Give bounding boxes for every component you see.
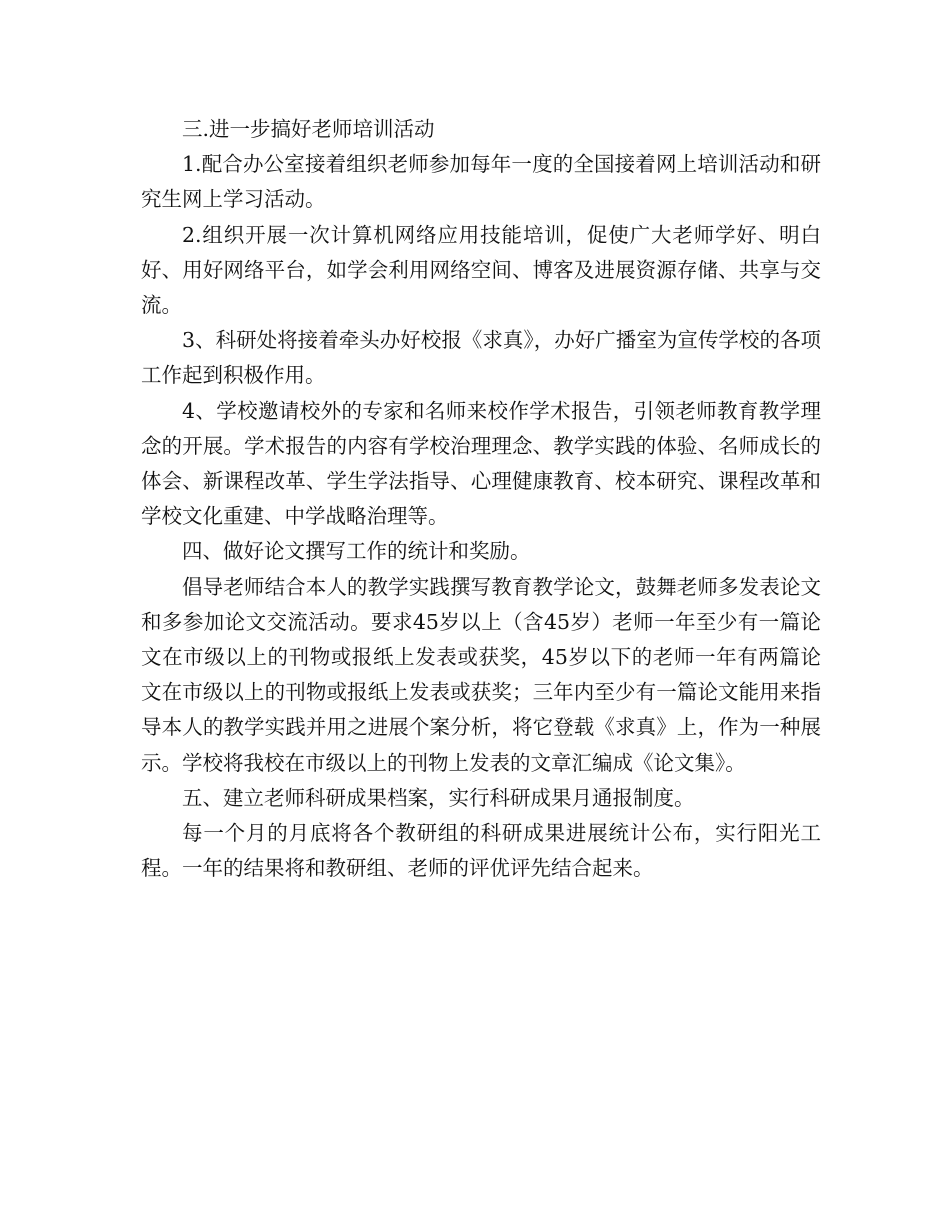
section-heading-research-archive: 五、建立老师科研成果档案，实行科研成果月通报制度。 — [182, 785, 695, 810]
paragraph-item-4: 4、学校邀请校外的专家和名师来校作学术报告，引领老师教育教学理念的开展。学术报告的内容有学校治理理念、教学实践的体验、名师成长的体会、新课程改革、学生学法指导、心理健康教育、校本研究、课程改革和学校文化重建、中学战略治理等。 — [141, 398, 821, 529]
document-body — [141, 112, 821, 886]
paragraph-item-3: 3、科研处将接着牵头办好校报《求真》，办好广播室为宣传学校的各项工作起到积极作用。 — [141, 328, 821, 388]
section-heading-paper-writing: 四、做好论文撰写工作的统计和奖励。 — [182, 539, 531, 564]
paragraph-item-2: 2.组织开展一次计算机网络应用技能培训，促使广大老师学好、明白好、用好网络平台，如学会利用网络空间、博客及进展资源存储、共享与交流。 — [141, 222, 821, 318]
paragraph-item-1: 1.配合办公室接着组织老师参加每年一度的全国接着网上培训活动和研究生网上学习活动。 — [141, 152, 821, 212]
paragraph-research-archive: 每一个月的月底将各个教研组的科研成果进展统计公布，实行阳光工程。一年的结果将和教研组、老师的评优评先结合起来。 — [141, 821, 821, 881]
section-heading-teacher-training: 三.进一步搞好老师培训活动 — [182, 117, 435, 141]
paragraph-paper-writing: 倡导老师结合本人的教学实践撰写教育教学论文，鼓舞老师多发表论文和多参加论文交流活动。要求45岁以上（含45岁）老师一年至少有一篇论文在市级以上的刊物或报纸上发表或获奖，45岁以下的老师一年有两篇论文在市级以上的刊物或报纸上发表或获奖；三年内至少有一篇论文能用来指导本人的教学实践并用之进展个案分析，将它登载《求真》上，作为一种展示。学校将我校在市级以上的刊物上发表的文章汇编成《论文集》。 — [141, 574, 821, 775]
